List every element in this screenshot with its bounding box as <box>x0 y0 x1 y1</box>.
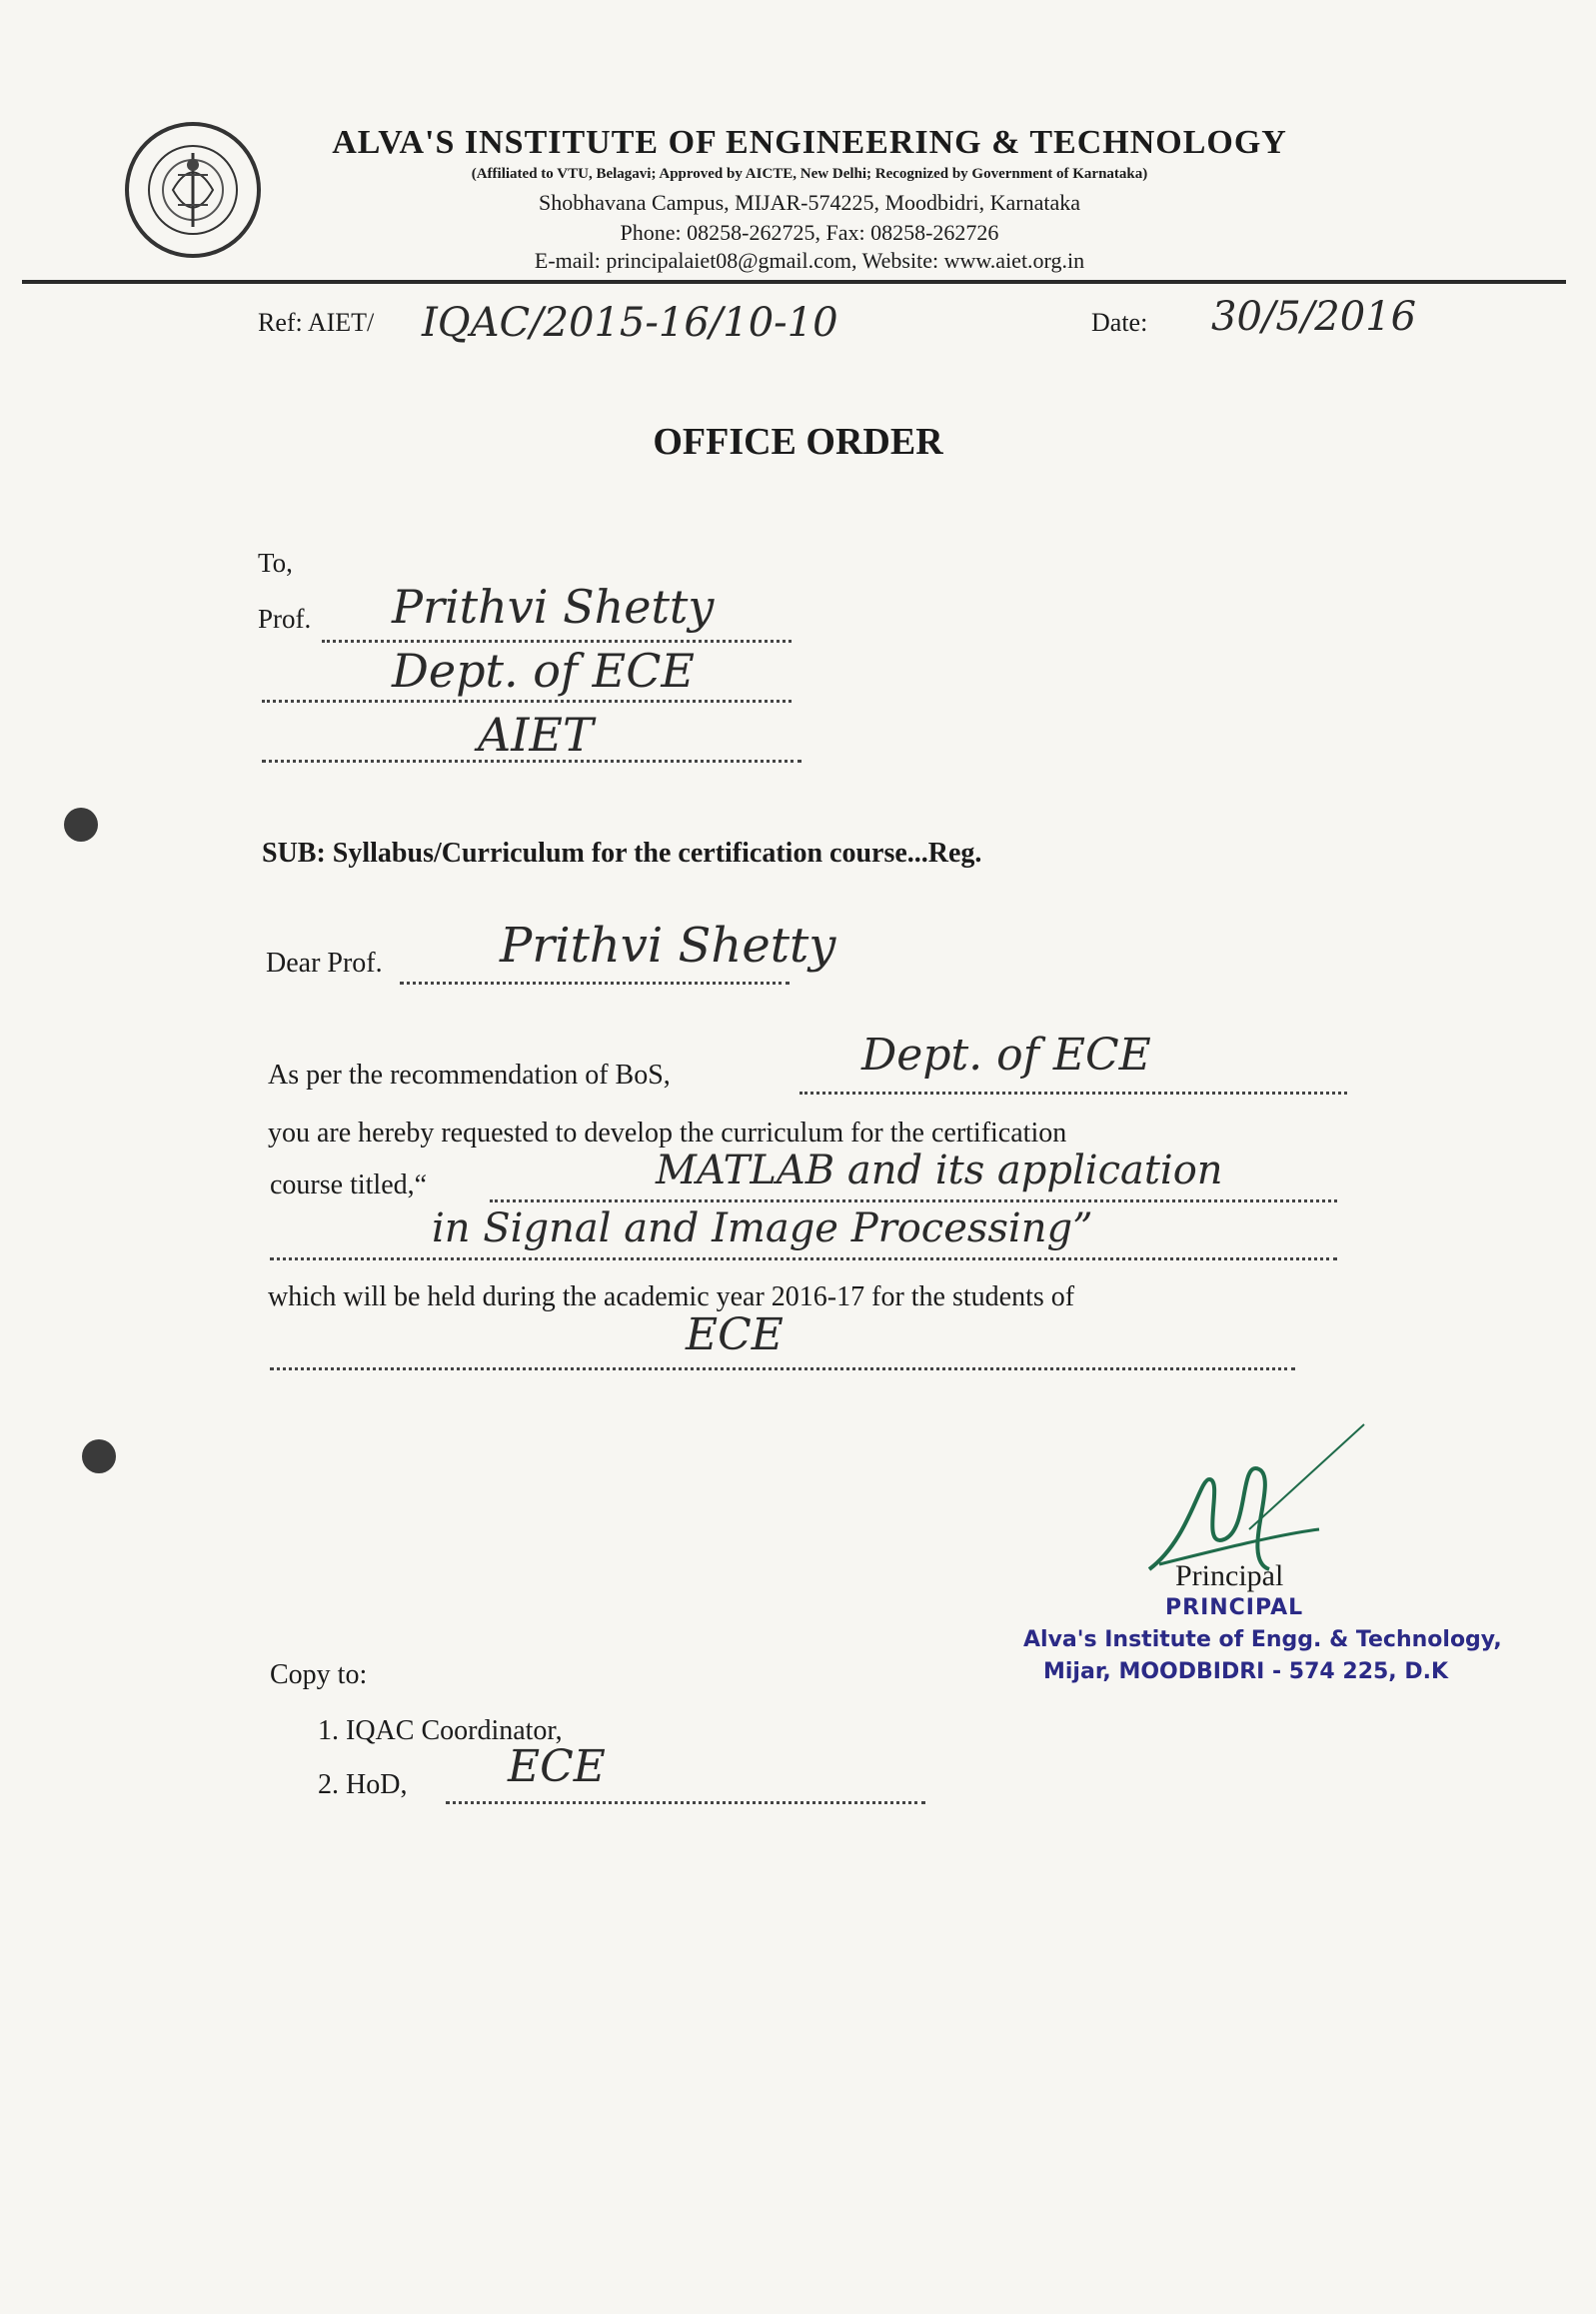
copy-to-label: Copy to: <box>270 1659 368 1690</box>
signature-initials <box>1179 1499 1181 1500</box>
header-divider <box>22 280 1566 284</box>
recipient-institute: AIET <box>478 708 594 762</box>
affiliation-text: (Affiliated to VTU, Belagavi; Approved by AICTE, New Delhi; Recognized by Government of Karnataka) <box>471 166 1148 182</box>
recipient-name: Prithvi Shetty <box>392 580 715 634</box>
copy-to-item1: 1. IQAC Coordinator, <box>318 1715 563 1746</box>
copy-to-item2-prefix: 2. HoD, <box>318 1769 408 1800</box>
stamp-line1: Alva's Institute of Engg. & Technology, <box>1023 1627 1502 1652</box>
course-title-part1: MATLAB and its application <box>656 1148 1223 1193</box>
prof-name-line <box>322 640 792 643</box>
phone-text: Phone: 08258-262725, Fax: 08258-262726 <box>620 220 999 245</box>
stamp-line2: Mijar, MOODBIDRI - 574 225, D.K <box>1043 1659 1448 1684</box>
date-label: Date: <box>1091 308 1148 337</box>
punch-hole-bottom <box>82 1439 116 1473</box>
body-line3-prefix: course titled,“ <box>270 1169 428 1200</box>
address-text: Shobhavana Campus, MIJAR-574225, Moodbidri, Karnataka <box>539 190 1080 215</box>
bos-value: Dept. of ECE <box>861 1030 1151 1081</box>
ref-value: IQAC/2015-16/10-10 <box>422 300 838 346</box>
salutation-label: Dear Prof. <box>266 948 383 979</box>
date-value: 30/5/2016 <box>1211 294 1417 340</box>
ref-label: Ref: AIET/ <box>258 308 375 337</box>
salutation-name-line <box>400 982 790 985</box>
punch-hole-top <box>64 808 98 842</box>
students-line <box>270 1367 1295 1370</box>
copy-to-item2-value: ECE <box>508 1741 606 1792</box>
course-title-part2: in Signal and Image Processing” <box>432 1205 1093 1251</box>
email-text: E-mail: principalaiet08@gmail.com, Website: www.aiet.org.in <box>534 248 1085 273</box>
to-label: To, <box>258 548 293 578</box>
salutation-name: Prithvi Shetty <box>500 918 836 974</box>
hod-line <box>446 1801 925 1804</box>
signature-label: Principal <box>1175 1559 1284 1592</box>
body-line1-prefix: As per the recommendation of BoS, <box>268 1060 671 1091</box>
bos-line <box>799 1092 1347 1095</box>
students-value: ECE <box>686 1309 784 1360</box>
document-title: OFFICE ORDER <box>653 421 943 463</box>
course-line-1 <box>490 1199 1337 1202</box>
subject-line: SUB: Syllabus/Curriculum for the certification course...Reg. <box>262 838 982 869</box>
prof-label: Prof. <box>258 604 312 634</box>
institute-seal <box>118 115 268 265</box>
course-line-2 <box>270 1257 1337 1260</box>
body-line2: you are hereby requested to develop the curriculum for the certification <box>268 1118 1067 1149</box>
institute-name: ALVA'S INSTITUTE OF ENGINEERING & TECHNOLOGY <box>332 124 1287 161</box>
recipient-dept: Dept. of ECE <box>392 644 695 698</box>
body-line5: which will be held during the academic year 2016-17 for the students of <box>268 1281 1075 1312</box>
recipient-dept-line <box>262 700 792 703</box>
stamp-title: PRINCIPAL <box>1165 1595 1304 1620</box>
seal-icon <box>118 115 268 265</box>
